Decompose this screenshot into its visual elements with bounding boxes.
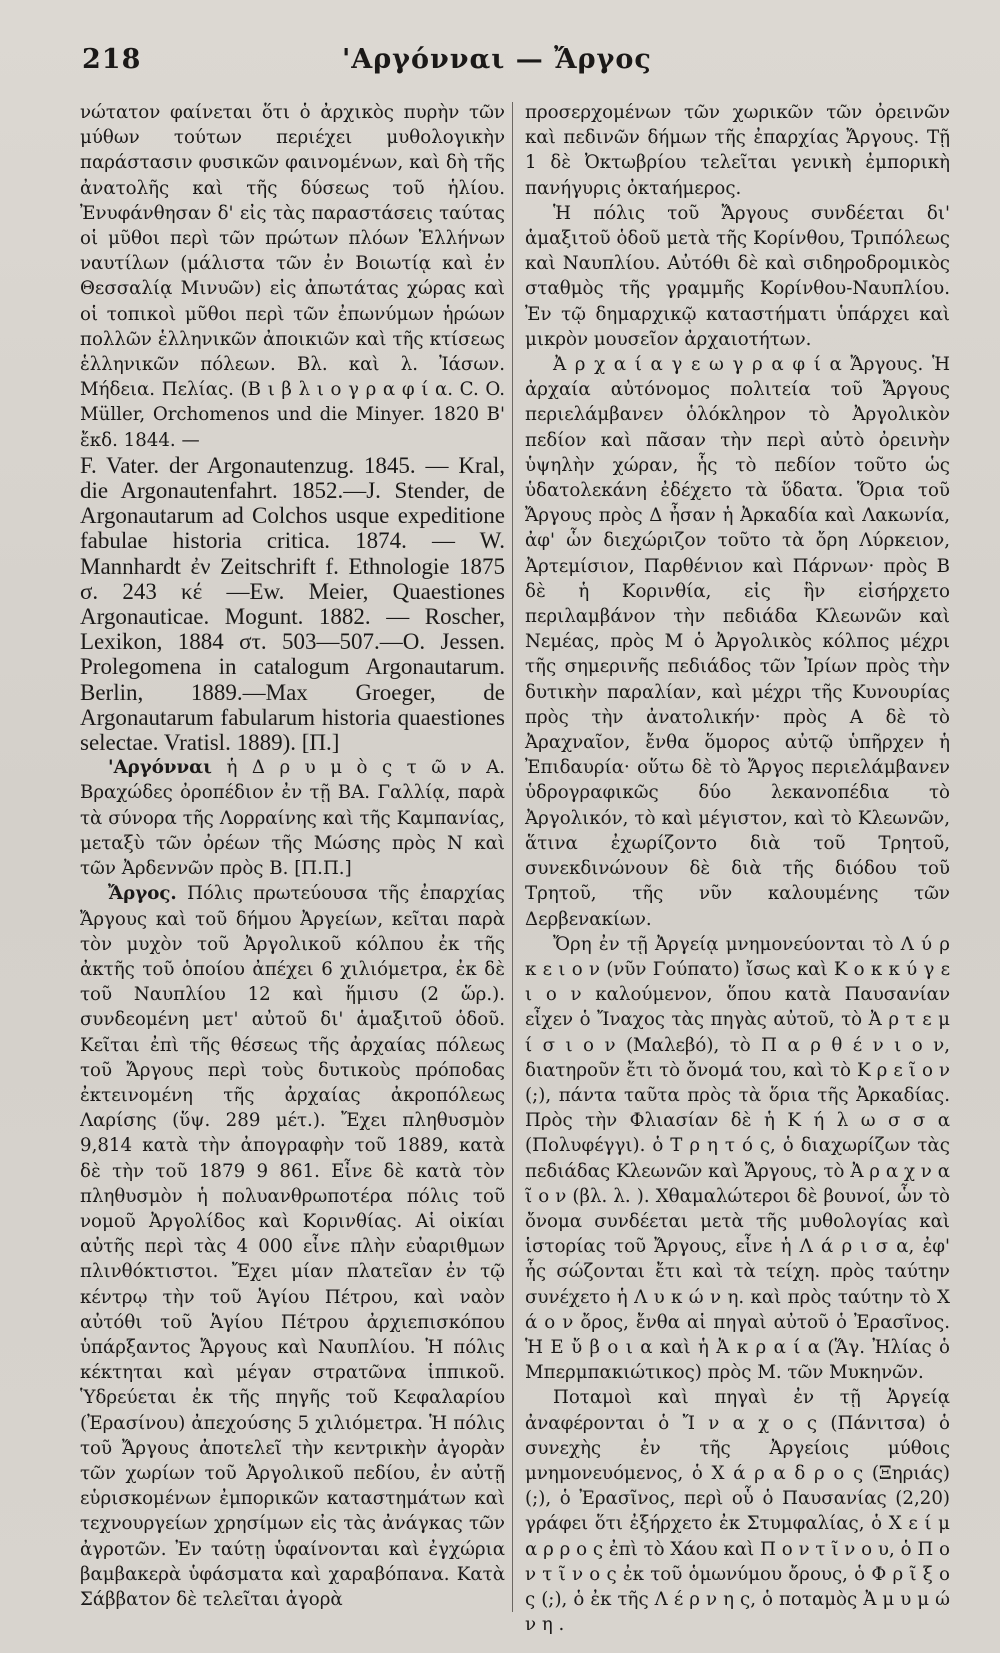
rivers-text: Ποταμοὶ καὶ πηγαὶ ἐν τῇ Ἀργείᾳ ἀναφέρονται ὁ Ἴ ν α χ ο ς (Πάνιτσα) ὁ συνεχὴς ἐν τῆς Ἀργείοις μύθοις μνημονευόμενος, ὁ Χ ά ρ α δ ρ ο ς (Ξηριάς) (;), ὁ Ἐρασῖνος, περὶ οὗ ὁ Παυσανίας (2,20) γράφει ὅτι ἐξήρχετο ἐκ Στυμφαλίας, ὁ Χ ε ί μ α ρ ρ ο ς ἐπὶ τὸ Χάου καὶ Π ο ν τ ῖ ν ο υ, ὁ Π ο ν τ ῖ ν ο ς ἐκ τοῦ ὁμωνύμου ὄρους, ὁ Φ ρ ῖ ξ ο ς (;), ὁ ἐκ τῆς Λ έ ρ ν η ς, ὁ ποταμὸς Ἀ μ υ μ ώ ν η . [525,1387,950,1636]
argonnes-entry [80,755,505,881]
page-number: 218 [82,44,142,75]
text-columns [80,100,960,1636]
argos-transport-text: Ἡ πόλις τοῦ Ἄργους συνδέεται δι' ἁμαξιτοῦ ὁδοῦ μετὰ τῆς Κορίνθου, Τριπόλεως καὶ Ναυπλίου. Αὐτόθι δὲ καὶ σιδηροδρομικὸς σταθμὸς τῆς γραμμῆς Κορίνθου-Ναυπλίου. Ἐν τῷ δημαρχικῷ καταστήματι ὑπάρχει καὶ μικρὸν μουσεῖον ἀρχαιοτήτων. [525,202,950,350]
column-divider [512,102,513,1612]
page-header [82,44,942,84]
lemma-argos: Ἄργος. [108,883,177,905]
right-column [525,100,950,1636]
argos-entry [80,881,505,1612]
argos-text: Πόλις πρωτεύουσα τῆς ἐπαρχίας Ἄργους καὶ τοῦ δήμου Ἀργείων, κεῖται παρὰ τὸν μυχὸν τοῦ Ἀργολικοῦ κόλπου ἐκ τῆς ἀκτῆς τοῦ ὁποίου ἀπέχει 6 χιλιόμετρα, ἐκ δὲ τοῦ Ναυπλίου 12 καὶ ἥμισυ (2 ὥρ.). συνδεομένη μετ' αὐτοῦ δι' ἁμαξιτοῦ ὁδοῦ. Κεῖται ἐπὶ τῆς θέσεως τῆς ἀρχαίας πόλεως τοῦ Ἄργους περὶ τοὺς δυτικοὺς πρόποδας ἐκτεινομένη τῆς ἀρχαίας ἀκροπόλεως Λαρίσης (ὕψ. 289 μέτ.). Ἔχει πληθυσμὸν 9,814 κατὰ τὴν ἀπογραφὴν τοῦ 1889, κατὰ δὲ τὴν τοῦ 1879 9 861. Εἶνε δὲ κατὰ τὸν πληθυσμὸν ἡ πολυανθρωποτέρα πόλις τοῦ νομοῦ Ἀργολίδος καὶ Κορινθίας. Αἱ οἰκίαι αὐτῆς περὶ τὰς 4 000 εἶνε πλὴν εὐαριθμων πλινθόκτιστοι. Ἔχει μίαν πλατεῖαν ἐν τῷ κέντρῳ τὴν τοῦ Ἁγίου Πέτρου, καὶ ναὸν αὐτόθι τοῦ Ἁγίου Πέτρου ἀρχιεπισκόπου ὑπάρξαντος Ἄργους καὶ Ναυπλίου. Ἡ πόλις κέκτηται καὶ μέγαν στρατῶνα ἱππικοῦ. Ὑδρεύεται ἐκ τῆς πηγῆς τοῦ Κεφαλαρίου (Ἐρασίνου) ἀπεχούσης 5 χιλιόμετρα. Ἡ πόλις τοῦ Ἄργους ἀποτελεῖ τὴν κεντρικὴν ἀγορὰν τῶν χωρίων τοῦ Ἀργολικοῦ πεδίου, ἐν αὐτῇ εὑρισκομένων ἐμπορικῶν καταστημάτων καὶ τεχνουργείων χρησίμων εἰς τὰς ἀνάγκας τῶν ἀγροτῶν. Ἐν ταύτῃ ὑφαίνονται καὶ ἐγχώρια βαμβακερὰ ὑφάσματα καὶ χαραβόπανα. Κατὰ Σάββατον δὲ τελεῖται ἀγορὰ [80,883,505,1610]
argos-market-text: προσερχομένων τῶν χωρικῶν τῶν ὀρεινῶν καὶ πεδινῶν δήμων τῆς ἐπαρχίας Ἄργους. Τῇ 1 δὲ Ὀκτωβρίου τελεῖται γενικὴ ἐμπορικὴ πανήγυρις ὀκταήμερος. [525,102,950,199]
argonauts-entry-text: νώτατον φαίνεται ὅτι ὁ ἀρχικὸς πυρὴν τῶν μύθων τούτων περιέχει μυθολογικὴν παράστασιν φυσικῶν φαινομένων, καὶ δὴ τῆς ἀνατολῆς καὶ τῆς δύσεως τοῦ ἡλίου. Ἐνυφάνθησαν δ' εἰς τὰς παραστάσεις ταύτας οἱ μῦθοι περὶ τῶν πρώτων πλόων Ἑλλήνων ναυτίλων (μάλιστα τῶν ἐν Βοιωτίᾳ καὶ ἐν Θεσσαλίᾳ Μινυῶν) εἰς ἀπωτάτας χώρας καὶ οἱ τοπικοὶ μῦθοι περὶ τῶν ἐπωνύμων ἡρώων πολλῶν ἑλληνικῶν ἀποικιῶν καὶ τῆς κτίσεως ἑλληνικῶν πόλεων. Βλ. καὶ λ. Ἰάσων. Μήδεια. Πελίας. (Β ι β λ ι ο γ ρ α φ ί α. C. O. Müller, Orchomenos und die Minyer. 1820 Β' ἔκδ. 1844. — [80,102,505,451]
ancient-geography-text: Ἀ ρ χ α ί α γ ε ω γ ρ α φ ί α Ἄργους. Ἡ ἀρχαία αὐτόνομος πολιτεία τοῦ Ἄργους περιελάμβανεν ὁλόκληρον τὸ Ἀργολικὸν πεδίον καὶ πᾶσαν τὴν περὶ αὐτὸ ὀρεινὴν ὑψηλὴν χώραν, ἧς τὸ πεδίον τοῦτο ὡς ὑδατολεκάνη ἐδέχετο τὰ ὕδατα. Ὅρια τοῦ Ἄργους πρὸς Δ ἦσαν ἡ Ἀρκαδία καὶ Λακωνία, ἀφ' ὧν διεχώριζον τοῦτο τὰ ὄρη Λύρκειον, Ἀρτεμίσιον, Παρθένιον καὶ Πάρνων· πρὸς Β δὲ ἡ Κορινθία, εἰς ἣν εἰσήρχετο περιλαμβάνον τὴν πεδιάδα Κλεωνῶν καὶ Νεμέας, πρὸς Μ ὁ Ἀργολικὸς κόλπος μέχρι τῆς σημερινῆς πεδιάδος τῶν Ἰρίων πρὸς τὴν δυτικὴν παραλίαν, καὶ μέχρι τῆς Κυνουρίας πρὸς τὴν ἀνατολικήν· πρὸς Α δὲ τὸ Ἀραχναῖον, ἔνθα ὅμορος αὐτῷ ὑπῆρχεν ἡ Ἐπιδαυρία· οὕτω δὲ τὸ Ἄργος περιελάμβανεν ὑδρογραφικῶς δύο λεκανοπέδια τὸ Ἀργολικόν, τὸ καὶ μέγιστον, καὶ τὸ Κλεωνῶν, ἅτινα ἐχωρίζοντο διὰ τοῦ Τρητοῦ, συνεκδινώνουν δὲ διὰ τῆς διόδου τοῦ Τρητοῦ, τῆς νῦν καλουμένης τῶν Δερβενακίων. [525,354,950,930]
argonauts-bibliography: F. Vater. der Argonautenzug. 1845. — Kral, die Argonautenfahrt. 1852.—J. Stender, de Argonautarum ad Colchos usque expeditione fabulae historia critica. 1874. — W. Mannhardt ἐν Zeitschrift f. Ethnologie 1875 σ. 243 κέ —Ew. Meier, Quaestiones Argonauticae. Mogunt. 1882. — Roscher, Lexikon, 1884 στ. 503—507.—O. Jessen. Prolegomena in catalogum Argonautarum. Berlin, 1889.—Max Groeger, de Argonautarum fabularum historia quaestiones selectae. Vratisl. 1889). [Π.] [80,452,505,756]
running-head: 'Αργόνναι — Ἄργος [342,44,652,75]
mountains-text: Ὄρη ἐν τῇ Ἀργείᾳ μνημονεύονται τὸ Λ ύ ρ κ ε ι ο ν (νῦν Γούπατο) ἴσως καὶ Κ ο κ κ ύ γ ε ι ο ν καλούμενον, ὅπου κατὰ Παυσανίαν εἶχεν ὁ Ἴναχος τὰς πηγὰς αὐτοῦ, τὸ Ἀ ρ τ ε μ ί σ ι ο ν (Μαλεβό), τὸ Π α ρ θ έ ν ι ο ν, διατηροῦν ἔτι τὸ ὄνομά του, καὶ τὸ Κ ρ ε ῖ ο ν (;), πάντα ταῦτα πρὸς τὰ ὅρια τῆς Ἀρκαδίας. Πρὸς τὴν Φλιασίαν δὲ ἡ Κ ή λ ω σ σ α (Πολυφέγγι). ὁ Τ ρ η τ ό ς, ὁ διαχωρίζων τὰς πεδιάδας Κλεωνῶν καὶ Ἄργους, τὸ Ἀ ρ α χ ν α ῖ ο ν (βλ. λ. ). Χθαμαλώτεροι δὲ βουνοί, ὧν τὸ ὄνομα συνδέεται μετὰ τῆς μυθολογίας καὶ ἱστορίας τοῦ Ἄργους, εἶνε ἡ Λ ά ρ ι σ α, ἐφ' ἧς σώζονται ἔτι καὶ τὰ τείχη. πρὸς ταύτην συνέχετο ἡ Λ υ κ ώ ν η. καὶ πρὸς ταύτην τὸ Χ ά ο ν ὄρος, ἔνθα αἱ πηγαὶ αὐτοῦ ὁ Ἐρασῖνος. Ἡ Ε ὔ β ο ι α καὶ ἡ Ἀ κ ρ α ί α (Ἅγ. Ἠλίας ὁ Μπερμπακιώτικος) πρὸς Μ. τῶν Μυκηνῶν. [525,933,950,1384]
argonnes-text: ἡ Δ ρ υ μ ὸ ς τ ῶ ν Α. Βραχώδες ὀροπέδιον ἐν τῇ ΒΑ. Γαλλίᾳ, παρὰ τὰ σύνορα τῆς Λορραίνης καὶ τῆς Καμπανίας, μεταξὺ τῶν ὀρέων τῆς Μώσης πρὸς Ν καὶ τῶν Ἀρδεννῶν πρὸς Β. [Π.Π.] [80,757,505,880]
lemma-argonnes: 'Αργόνναι [108,757,212,779]
left-column [80,100,505,1620]
